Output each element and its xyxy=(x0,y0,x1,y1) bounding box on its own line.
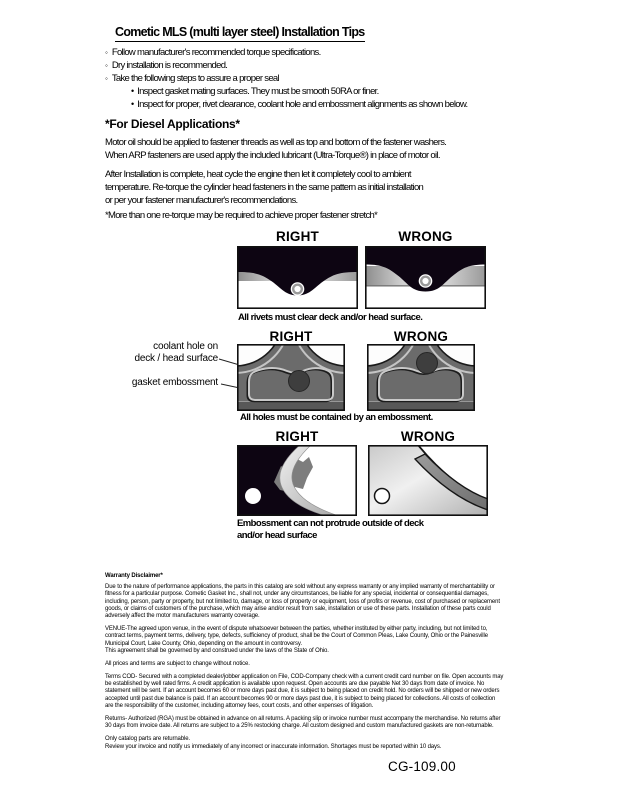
page-title: Cometic MLS (multi layer steel) Installation Tips xyxy=(115,25,365,42)
list-item-text: Take the following steps to assure a proper seal xyxy=(111,73,279,84)
diagram3-right-panel-illustration xyxy=(237,445,357,516)
coolant-hole-annotation xyxy=(100,341,218,364)
warranty-line: This agreement shall be governed by and construed under the laws of the State of Ohio. xyxy=(105,647,329,654)
bullet-marker-icon: ◦ xyxy=(105,61,108,70)
warranty-line: statement will be sent. If an account becomes 60 or more days past due, it is subject to being placed on credit hold. No orders will be shipped or new orders xyxy=(105,688,500,695)
diagram2-right-panel-illustration xyxy=(237,344,345,411)
returns-paragraph xyxy=(105,716,525,730)
diagram1-wrong-panel-illustration xyxy=(365,246,486,309)
warranty-line: goods, or claims of customers of the purchase, which may arise and/or result from sale, installation or use of these parts. Installation of these parts could xyxy=(105,605,491,612)
annotation-line: gasket embossment xyxy=(131,377,218,388)
diagram1-right-panel-illustration xyxy=(237,246,358,309)
warranty-line: contract terms, payment terms, delivery, type, defects, sufficiency of product, shall be the Court of Common Pleas, Lake County, Ohio or the Painesville xyxy=(105,633,488,640)
bullet-marker-icon: • xyxy=(131,99,135,109)
catalog-parts-paragraph xyxy=(105,736,525,750)
paragraph-line: *More than one re-torque may be required to achieve proper fastener stretch* xyxy=(105,210,378,221)
bullet-marker-icon: ◦ xyxy=(105,48,108,57)
paragraph-line: or per your fastener manufacturer's recommendations. xyxy=(105,195,298,206)
warranty-line: Municipal Court, Lake County, Ohio, depending on the amount in controversy. xyxy=(105,640,302,647)
warranty-line: adversely affect the motor manufacturers warranty coverage. xyxy=(105,612,260,619)
list-item-text: Follow manufacturer's recommended torque specifications. xyxy=(111,47,321,58)
warranty-line: VENUE-The agreed upon venue, in the event of dispute whatsoever between the parties, whether instituted by either party, including, but not limited to, xyxy=(105,626,488,633)
retorque-footnote xyxy=(105,209,377,222)
diagram1-caption: All rivets must clear deck and/or head surface. xyxy=(238,312,423,323)
diagram3-right-label: RIGHT xyxy=(275,429,319,444)
diagram2-caption: All holes must be contained by an embossment. xyxy=(240,412,433,423)
list-item-text: Inspect for proper, rivet clearance, coolant hole and embossment alignments as shown below. xyxy=(137,99,468,110)
warranty-line: Only catalog parts are returnable. xyxy=(105,736,190,743)
warranty-line: Terms COD- Secured with a completed dealer/jobber application on File, COD-Company check with a current credit card number on file. Open accounts may xyxy=(105,674,504,681)
gasket-embossment-annotation xyxy=(100,377,218,389)
annotation-line: deck / head surface xyxy=(134,352,218,364)
warranty-line: 30 days from invoice date. All returns are subject to a 25% restocking charge. All custom designed and custom manufactured gaskets are non-returnable. xyxy=(105,723,494,730)
list-item xyxy=(105,60,467,73)
diagram2-right-label: RIGHT xyxy=(269,329,313,344)
list-item-text: Inspect gasket mating surfaces. They must be smooth 50RA or finer. xyxy=(137,86,379,97)
diesel-paragraph-1 xyxy=(105,136,446,162)
diagram3-wrong-panel-illustration xyxy=(368,445,488,516)
warranty-paragraph xyxy=(105,584,525,620)
diagram1-right-label: RIGHT xyxy=(276,229,319,244)
list-item xyxy=(105,47,467,60)
venue-paragraph xyxy=(105,626,525,655)
warranty-line: including, person, party or property, but not limited to, damage, or loss of property or equipment, loss of profits or revenue, cost of purchased or replacement xyxy=(105,598,500,605)
list-item xyxy=(131,86,467,99)
bullet-marker-icon: • xyxy=(131,86,135,96)
diagram3-caption xyxy=(237,518,423,542)
warranty-line: fitness for a particular purpose. Cometic Gasket Inc., shall not, under any circumstances, be liable for any special, incidental or consequential damages, xyxy=(105,591,489,598)
paragraph-line: When ARP fasteners are used apply the included lubricant (Ultra-Torque®) in place of motor oil. xyxy=(105,150,440,161)
diesel-section-heading: *For Diesel Applications* xyxy=(105,117,240,131)
paragraph-line: After Installation is complete, heat cycle the engine then let it completely cool to ambient xyxy=(105,169,411,180)
paragraph-line: temperature. Re-torque the cylinder head fasteners in the same pattern as initial installation xyxy=(105,182,424,193)
paragraph-line: Motor oil should be applied to fastener threads as well as top and bottom of the fastener washers. xyxy=(105,137,447,148)
warranty-line: be established by well rated firms. A credit application is available upon request. Open accounts are due payable Net 30 days from date of invoice. No xyxy=(105,681,485,688)
warranty-line: are the responsibility of the customer, including attorney fees, court costs, and other expenses of litigation. xyxy=(105,702,374,709)
diagram1-wrong-label: WRONG xyxy=(398,229,453,244)
diagram2-wrong-panel-illustration xyxy=(367,344,475,411)
install-tips-list xyxy=(105,47,467,112)
diagram2-wrong-label: WRONG xyxy=(393,329,449,344)
terms-cod-paragraph xyxy=(105,674,525,710)
diesel-paragraph-2 xyxy=(105,168,423,207)
bullet-marker-icon: ◦ xyxy=(105,74,108,83)
diagram3-wrong-label: WRONG xyxy=(400,429,456,444)
list-item xyxy=(105,73,467,86)
annotation-line: coolant hole on xyxy=(153,341,218,352)
warranty-heading: Warranty Disclaimer* xyxy=(105,573,163,579)
warranty-disclaimer-block xyxy=(105,573,525,757)
prices-paragraph xyxy=(105,661,525,668)
caption-line: and/or head surface xyxy=(237,530,317,541)
list-item xyxy=(131,99,467,112)
document-number: CG-109.00 xyxy=(388,759,456,774)
warranty-line: Review your invoice and notify us immediately of any incorrect or inaccurate information. Shortages must be reported within 10 days. xyxy=(105,743,442,750)
warranty-line: Returns- Authorized (RGA) must be obtained in advance on all returns. A packing slip or invoice number must accompany the merchandise. No returns after xyxy=(105,716,501,723)
warranty-line: All prices and terms are subject to change without notice. xyxy=(105,660,250,667)
warranty-line: accepted until past due balance is paid. If an account becomes 90 or more days past due, it is subject to being placed for collections. All costs of collection xyxy=(105,695,496,702)
list-item-text: Dry installation is recommended. xyxy=(111,60,228,71)
warranty-line: Due to the nature of performance applications, the parts in this catalog are sold without any express warranty or any implied warranty of merchantability or xyxy=(105,584,495,591)
caption-line: Embossment can not protrude outside of deck xyxy=(237,518,424,529)
